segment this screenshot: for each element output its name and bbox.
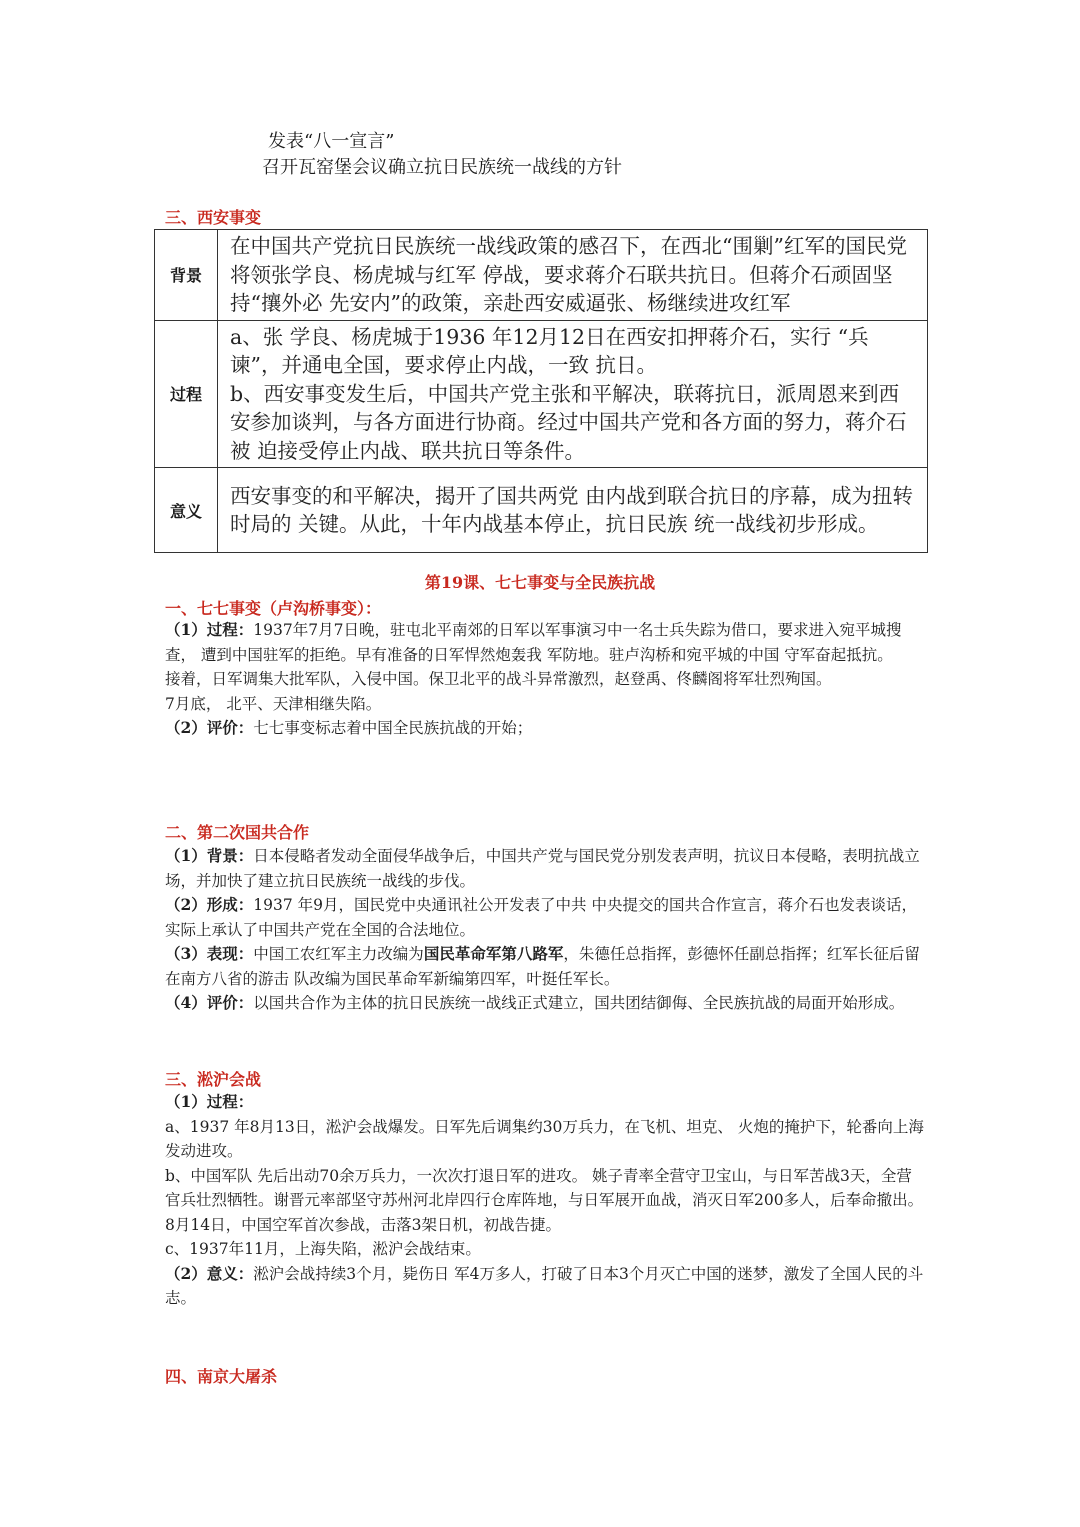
s2-text-evaluation: 以国共合作为主体的抗日民族统一战线正式建立，国共团结御侮、全民族抗战的局面开始形成。 xyxy=(253,994,905,1012)
table-row xyxy=(155,230,928,321)
xian-table xyxy=(154,229,928,553)
row-text-process xyxy=(218,320,928,468)
s3-paragraph-a: a、1937 年8月13日，淞沪会战爆发。日军先后调集约30万兵力，在飞机、坦克、 火炮的掩护下，轮番向上海发动进攻。 xyxy=(165,1117,924,1160)
s2-text-performance-post: ，朱德任总指挥，彭德怀任副总指挥；红军长征后留在南方八省的游击 队改编为国民革命军新编第四军，叶挺任军长。 xyxy=(165,945,920,988)
s3-text-significance: 淞沪会战持续3个月，毙伤日 军4万多人，打破了日本3个月灭亡中国的迷梦，激发了全国人民的斗志。 xyxy=(165,1264,924,1307)
s2-label-performance: （3）表现： xyxy=(165,944,254,963)
s1-label-evaluation: （2）评价： xyxy=(165,718,254,737)
s2-body xyxy=(165,844,925,1016)
s2-paragraph-2 xyxy=(165,893,925,942)
s1-body xyxy=(165,618,925,741)
row-text-significance: 西安事变的和平解决，揭开了国共两党 由内战到联合抗日的序幕，成为扭转时局的 关键。从此，十年内战基本停止，抗日民族 统一战线初步形成。 xyxy=(218,468,928,553)
s2-label-evaluation: （4）评价： xyxy=(165,993,254,1012)
s3-label-significance: （2）意义： xyxy=(165,1263,254,1283)
s3-paragraph-2 xyxy=(165,1262,925,1311)
s1-paragraph-2: 接着，日军调集大批军队，入侵中国。保卫北平的战斗异常激烈，赵登禹、佟麟阁将军壮烈殉国。 xyxy=(165,670,832,688)
s2-heading: 二、第二次国共合作 xyxy=(165,823,310,842)
s2-text-performance-pre: 中国工农红军主力改编为 xyxy=(253,945,424,963)
s3-paragraph-0 xyxy=(165,1090,925,1115)
s2-text-background: 日本侵略者发动全面侵华战争后，中国共产党与国民党分别发表声明，抗议日本侵略，表明抗战立场，并加快了建立抗日民族统一战线的步伐。 xyxy=(165,847,920,890)
s1-heading: 一、七七事变（卢沟桥事变）： xyxy=(165,599,382,618)
row-label-process: 过程 xyxy=(155,320,218,468)
row-label-background: 背景 xyxy=(155,230,218,321)
row-text-background: 在中国共产党抗日民族统一战线政策的感召下，在西北“围剿”红军的国民党将领张学良、杨虎城与红军 停战，要求蒋介石联共抗日。但蒋介石顽固坚持“攘外必 先安内”的政策，亲赴西安威逼张、杨继续进攻红军 xyxy=(218,230,928,321)
s1-paragraph-1 xyxy=(165,618,925,667)
s2-label-background: （1）背景： xyxy=(165,846,254,865)
s2-paragraph-1 xyxy=(165,844,925,893)
s1-text-process: 1937年7月7日晚，驻屯北平南郊的日军以军事演习中一名士兵失踪为借口，要求进入宛平城搜查， 遭到中国驻军的拒绝。早有准备的日军悍然炮轰我 军防地。驻卢沟桥和宛平城的中国 守军奋起抵抗。 xyxy=(165,621,902,664)
process-item-b: b、西安事变发生后，中国共产党主张和平解决，联蒋抗日，派周恩来到西安参加谈判，与各方面进行协商。经过中国共产党和各方面的努力，蒋介石被 迫接受停止内战、联共抗日等条件。 xyxy=(230,381,907,463)
table-row xyxy=(155,468,928,553)
s3-heading: 三、淞沪会战 xyxy=(165,1070,262,1089)
s3-body xyxy=(165,1090,925,1311)
s2-text-formation: 1937 年9月，国民党中央通讯社公开发表了中共 中央提交的国共合作宣言，蒋介石也发表谈话，实际上承认了中国共产党在全国的合法地位。 xyxy=(165,896,917,939)
s3-paragraph-c: c、1937年11月，上海失陷，淞沪会战结束。 xyxy=(165,1240,481,1258)
s3-paragraph-b: b、中国军队 先后出动70余万兵力，一次次打退日军的进攻。 姚子青率全营守卫宝山，与日军苦战3天，全营官兵壮烈牺牲。谢晋元率部坚守苏州河北岸四行仓库阵地，与日军展开血战，消灭日军200多人，后奉命撤出。 8月14日，中国空军首次参战，击落3架日机，初战告捷。 xyxy=(165,1166,924,1234)
s1-text-evaluation: 七七事变标志着中国全民族抗战的开始； xyxy=(253,719,533,737)
s2-paragraph-4 xyxy=(165,991,925,1016)
xian-heading: 三、西安事变 xyxy=(165,208,262,227)
table-row xyxy=(155,320,928,468)
s2-label-formation: （2）形成： xyxy=(165,895,254,914)
s1-paragraph-3: 7月底， 北平、天津相继失陷。 xyxy=(165,694,382,713)
process-item-a: a、张 学良、杨虎城于1936 年12月12日在西安扣押蒋介石，实行 “兵谏”，并通电全国，要求停止内战，一致 抗日。 xyxy=(230,324,869,377)
s3-label-process: （1）过程： xyxy=(165,1092,254,1111)
s2-paragraph-3 xyxy=(165,942,925,991)
s4-heading: 四、南京大屠杀 xyxy=(165,1367,278,1386)
lesson-title: 第19课、七七事变与全民族抗战 xyxy=(424,573,656,592)
s2-text-performance-bold: 国民革命军第八路军 xyxy=(423,944,564,963)
s1-paragraph-4 xyxy=(165,716,925,741)
intro-line-1: 发表“八一宣言” xyxy=(268,131,395,152)
intro-line-2: 召开瓦窑堡会议确立抗日民族统一战线的方针 xyxy=(262,157,622,178)
s1-label-process: （1）过程： xyxy=(165,620,254,639)
row-label-significance: 意义 xyxy=(155,468,218,553)
